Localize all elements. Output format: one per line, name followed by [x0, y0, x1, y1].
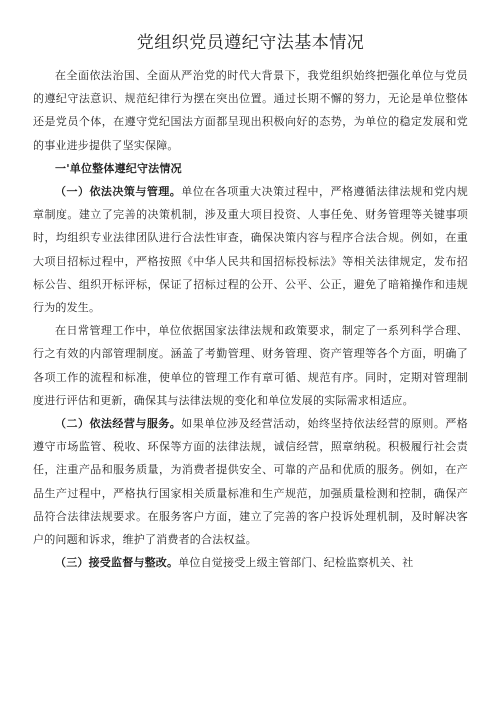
intro-paragraph: 在全面依法治国、全面从严治党的时代大背景下，我党组织始终把强化单位与党员的遵纪守法意识、规范纪律行为摆在突出位置。通过长期不懈的努力，无论是单位整体还是党员个体，在遵守党纪国法方面都呈现出积极向好的态势，为单位的稳定发展和党的事业进步提供了坚实保障。: [33, 69, 468, 152]
item1-body: 单位在各项重大决策过程中，严格遵循法律法规和党内规章制度。建立了完善的决策机制，涉及重大项目投资、人事任免、财务管理等关键事项时，均组织专业法律团队进行合法性审查，确保决策内容与程序合法合规。例如，在重大项目招标过程中，严格按照《中华人民共和国招标投标法》等相关法律规定，发布招标公告、组织开标评标，保证了招标过程的公开、公平、公正，避免了暗箱操作和违规行为的发生。: [33, 185, 468, 315]
item3-lead: （三）接受监督与整改。: [55, 556, 179, 570]
item1-paragraph: [33, 180, 468, 319]
item1-paragraph-2: 在日常管理工作中，单位依据国家法律法规和政策要求，制定了一系列科学合理、行之有效的内部管理制度。涵盖了考勤管理、财务管理、资产管理等各个方面，明确了各项工作的流程和标准，使单位的管理工作有章可循、规范有序。同时，定期对管理制度进行评估和更新，确保其与法律法规的变化和单位发展的实际需求相适应。: [33, 324, 468, 407]
item1-lead: （一）依法决策与管理。: [55, 185, 182, 199]
item2-lead: （二）依法经营与服务。: [55, 417, 182, 431]
page-title: 党组织党员遵纪守法基本情况: [136, 33, 365, 53]
item2-body: 如果单位涉及经营活动，始终坚持依法经营的原则。严格遵守市场监管、税收、环保等方面的法律法规，诚信经营，照章纳税。积极履行社会责任，注重产品和服务质量，为消费者提供安全、可靠的产品和优质的服务。例如，在产品生产过程中，严格执行国家相关质量标准和生产规范，加强质量检测和控制，确保产品符合法律法规要求。在服务客户方面，建立了完善的客户投诉处理机制，及时解决客户的问题和诉求，维护了消费者的合法权益。: [33, 417, 468, 547]
section-heading: 一'单位整体遵纪守法情况: [55, 161, 182, 175]
item2-paragraph: [33, 412, 468, 551]
item3-body: 单位自觉接受上级主管部门、纪检监察机关、社: [178, 556, 414, 570]
item3-paragraph: [33, 551, 468, 574]
